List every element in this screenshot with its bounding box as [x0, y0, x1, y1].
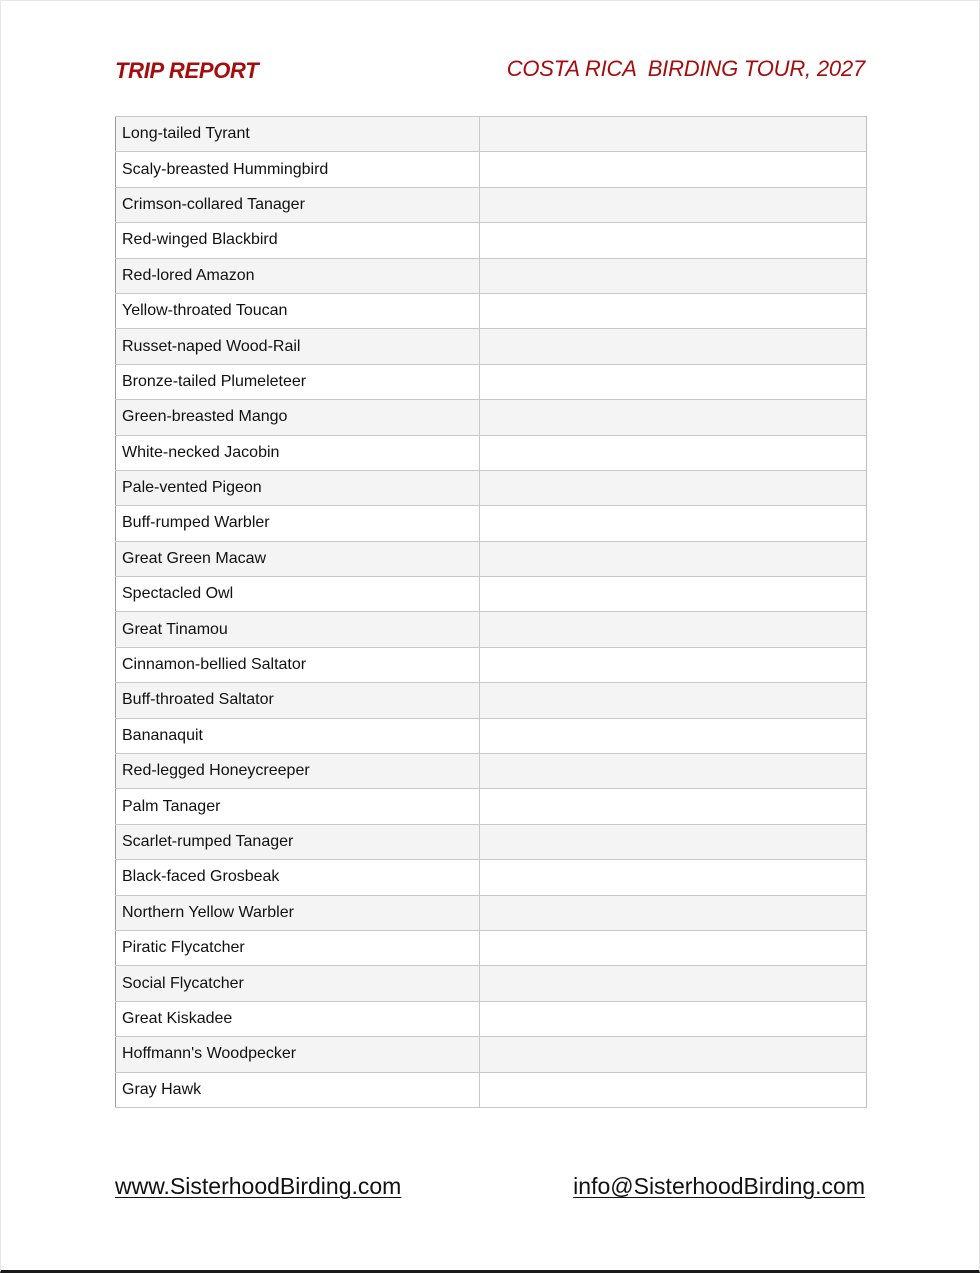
table-row: [116, 223, 867, 258]
species-note-cell: [480, 187, 867, 222]
table-row: [116, 577, 867, 612]
species-name: Red-legged Honeycreeper: [116, 754, 480, 789]
species-note-cell: [480, 930, 867, 965]
tour-title: COSTA RICA BIRDING TOUR, 2027: [506, 56, 865, 81]
table-row: [116, 187, 867, 222]
species-name: Crimson-collared Tanager: [116, 187, 480, 222]
species-note-cell: [480, 612, 867, 647]
table-row: [116, 152, 867, 187]
species-note-cell: [480, 789, 867, 824]
table-row: [116, 789, 867, 824]
table-row: [116, 966, 867, 1001]
species-name: Yellow-throated Toucan: [116, 293, 480, 328]
table-row: [116, 435, 867, 470]
species-name: Red-lored Amazon: [116, 258, 480, 293]
table-row: [116, 506, 867, 541]
species-note-cell: [480, 400, 867, 435]
species-name: Great Tinamou: [116, 612, 480, 647]
species-name: Green-breasted Mango: [116, 400, 480, 435]
table-row: [116, 1001, 867, 1036]
species-note-cell: [480, 1037, 867, 1072]
species-note-cell: [480, 470, 867, 505]
species-name: Buff-rumped Warbler: [116, 506, 480, 541]
table-row: [116, 754, 867, 789]
table-row: [116, 470, 867, 505]
species-name: Spectacled Owl: [116, 577, 480, 612]
table-row: [116, 860, 867, 895]
email-link[interactable]: info@SisterhoodBirding.com: [573, 1173, 865, 1199]
species-note-cell: [480, 683, 867, 718]
species-name: Black-faced Grosbeak: [116, 860, 480, 895]
table-row: [116, 1072, 867, 1107]
species-note-cell: [480, 435, 867, 470]
species-name: Russet-naped Wood-Rail: [116, 329, 480, 364]
species-note-cell: [480, 1001, 867, 1036]
table-row: [116, 117, 867, 152]
species-name: Palm Tanager: [116, 789, 480, 824]
species-note-cell: [480, 117, 867, 152]
table-row: [116, 329, 867, 364]
species-note-cell: [480, 577, 867, 612]
species-note-cell: [480, 223, 867, 258]
species-table-body: [116, 117, 867, 1108]
table-row: [116, 541, 867, 576]
species-name: Buff-throated Saltator: [116, 683, 480, 718]
table-row: [116, 293, 867, 328]
species-note-cell: [480, 718, 867, 753]
table-row: [116, 647, 867, 682]
report-title: TRIP REPORT: [115, 58, 259, 83]
table-row: [116, 683, 867, 718]
species-note-cell: [480, 364, 867, 399]
species-note-cell: [480, 258, 867, 293]
species-name: Social Flycatcher: [116, 966, 480, 1001]
species-name: Great Green Macaw: [116, 541, 480, 576]
table-row: [116, 258, 867, 293]
species-note-cell: [480, 1072, 867, 1107]
species-note-cell: [480, 541, 867, 576]
species-name: Piratic Flycatcher: [116, 930, 480, 965]
table-row: [116, 895, 867, 930]
species-note-cell: [480, 506, 867, 541]
species-table: [115, 116, 867, 1108]
website-link[interactable]: www.SisterhoodBirding.com: [115, 1173, 402, 1199]
table-row: [116, 364, 867, 399]
species-note-cell: [480, 895, 867, 930]
species-note-cell: [480, 293, 867, 328]
species-note-cell: [480, 152, 867, 187]
species-name: Long-tailed Tyrant: [116, 117, 480, 152]
table-row: [116, 930, 867, 965]
species-note-cell: [480, 824, 867, 859]
species-name: Hoffmann's Woodpecker: [116, 1037, 480, 1072]
species-note-cell: [480, 754, 867, 789]
table-row: [116, 718, 867, 753]
species-name: Scaly-breasted Hummingbird: [116, 152, 480, 187]
table-row: [116, 1037, 867, 1072]
species-name: Scarlet-rumped Tanager: [116, 824, 480, 859]
table-row: [116, 400, 867, 435]
species-name: Bananaquit: [116, 718, 480, 753]
species-name: Pale-vented Pigeon: [116, 470, 480, 505]
table-row: [116, 824, 867, 859]
table-row: [116, 612, 867, 647]
species-name: Great Kiskadee: [116, 1001, 480, 1036]
species-name: White-necked Jacobin: [116, 435, 480, 470]
species-note-cell: [480, 329, 867, 364]
species-name: Cinnamon-bellied Saltator: [116, 647, 480, 682]
species-note-cell: [480, 966, 867, 1001]
species-note-cell: [480, 860, 867, 895]
species-name: Red-winged Blackbird: [116, 223, 480, 258]
species-name: Bronze-tailed Plumeleteer: [116, 364, 480, 399]
species-note-cell: [480, 647, 867, 682]
species-name: Gray Hawk: [116, 1072, 480, 1107]
species-name: Northern Yellow Warbler: [116, 895, 480, 930]
